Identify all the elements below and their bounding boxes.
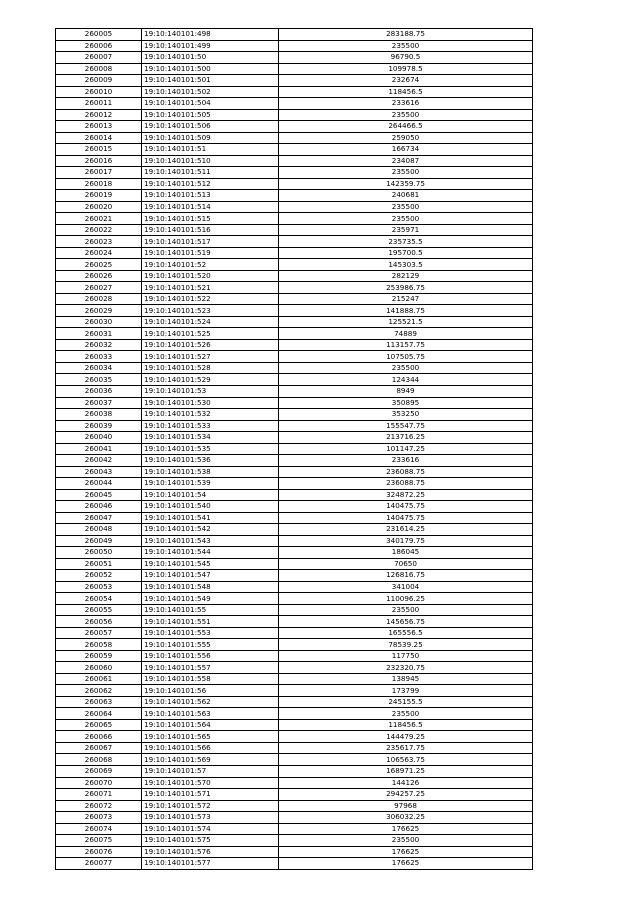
row-number-cell: 260059 — [56, 650, 142, 662]
amount-cell: 78539.25 — [279, 639, 533, 651]
table-row — [56, 547, 533, 559]
cadastral-number-cell: 19:10:140101:541 — [142, 512, 279, 524]
amount-cell: 155547.75 — [279, 420, 533, 432]
table-row — [56, 593, 533, 605]
table-row — [56, 708, 533, 720]
row-number-cell: 260044 — [56, 478, 142, 490]
row-number-cell: 260031 — [56, 328, 142, 340]
amount-cell: 70650 — [279, 558, 533, 570]
row-number-cell: 260011 — [56, 98, 142, 110]
row-number-cell: 260067 — [56, 742, 142, 754]
row-number-cell: 260005 — [56, 29, 142, 41]
amount-cell: 96790.5 — [279, 52, 533, 64]
cadastral-number-cell: 19:10:140101:545 — [142, 558, 279, 570]
table-row — [56, 512, 533, 524]
amount-cell: 176625 — [279, 858, 533, 870]
table-row — [56, 86, 533, 98]
cadastral-number-cell: 19:10:140101:50 — [142, 52, 279, 64]
cadastral-number-cell: 19:10:140101:512 — [142, 178, 279, 190]
amount-cell: 117750 — [279, 650, 533, 662]
cadastral-number-cell: 19:10:140101:571 — [142, 789, 279, 801]
table-row — [56, 455, 533, 467]
table-row — [56, 777, 533, 789]
cadastral-number-cell: 19:10:140101:532 — [142, 409, 279, 421]
amount-cell: 235500 — [279, 40, 533, 52]
table-row — [56, 443, 533, 455]
amount-cell: 235500 — [279, 708, 533, 720]
row-number-cell: 260069 — [56, 766, 142, 778]
table-row — [56, 719, 533, 731]
cadastral-number-cell: 19:10:140101:523 — [142, 305, 279, 317]
table-row — [56, 63, 533, 75]
amount-cell: 106563.75 — [279, 754, 533, 766]
cadastral-number-cell: 19:10:140101:549 — [142, 593, 279, 605]
cadastral-number-cell: 19:10:140101:53 — [142, 385, 279, 397]
table-row — [56, 616, 533, 628]
table-row — [56, 213, 533, 225]
amount-cell: 144126 — [279, 777, 533, 789]
amount-cell: 118456.5 — [279, 86, 533, 98]
cadastral-number-cell: 19:10:140101:517 — [142, 236, 279, 248]
amount-cell: 240681 — [279, 190, 533, 202]
row-number-cell: 260021 — [56, 213, 142, 225]
amount-cell: 142359.75 — [279, 178, 533, 190]
table-row — [56, 581, 533, 593]
amount-cell: 176625 — [279, 846, 533, 858]
cadastral-number-cell: 19:10:140101:501 — [142, 75, 279, 87]
table-row — [56, 374, 533, 386]
cadastral-number-cell: 19:10:140101:564 — [142, 719, 279, 731]
row-number-cell: 260012 — [56, 109, 142, 121]
cadastral-number-cell: 19:10:140101:529 — [142, 374, 279, 386]
table-row — [56, 339, 533, 351]
amount-cell: 235500 — [279, 213, 533, 225]
amount-cell: 236088.75 — [279, 466, 533, 478]
cadastral-number-cell: 19:10:140101:551 — [142, 616, 279, 628]
cadastral-number-cell: 19:10:140101:519 — [142, 247, 279, 259]
amount-cell: 350895 — [279, 397, 533, 409]
row-number-cell: 260070 — [56, 777, 142, 789]
table-row — [56, 328, 533, 340]
table-row — [56, 478, 533, 490]
table-row — [56, 409, 533, 421]
table-row — [56, 466, 533, 478]
table-row — [56, 673, 533, 685]
row-number-cell: 260047 — [56, 512, 142, 524]
amount-cell: 215247 — [279, 293, 533, 305]
cadastral-number-cell: 19:10:140101:521 — [142, 282, 279, 294]
amount-cell: 125521.5 — [279, 316, 533, 328]
cadastral-number-cell: 19:10:140101:525 — [142, 328, 279, 340]
cadastral-number-cell: 19:10:140101:548 — [142, 581, 279, 593]
amount-cell: 195700.5 — [279, 247, 533, 259]
amount-cell: 113157.75 — [279, 339, 533, 351]
amount-cell: 245155.5 — [279, 696, 533, 708]
table-row — [56, 570, 533, 582]
table-row — [56, 650, 533, 662]
amount-cell: 236088.75 — [279, 478, 533, 490]
row-number-cell: 260026 — [56, 270, 142, 282]
row-number-cell: 260056 — [56, 616, 142, 628]
cadastral-number-cell: 19:10:140101:513 — [142, 190, 279, 202]
row-number-cell: 260034 — [56, 362, 142, 374]
cadastral-number-cell: 19:10:140101:530 — [142, 397, 279, 409]
table-row — [56, 201, 533, 213]
table-row — [56, 247, 533, 259]
row-number-cell: 260006 — [56, 40, 142, 52]
table-row — [56, 40, 533, 52]
row-number-cell: 260065 — [56, 719, 142, 731]
amount-cell: 176625 — [279, 823, 533, 835]
amount-cell: 97968 — [279, 800, 533, 812]
row-number-cell: 260033 — [56, 351, 142, 363]
amount-cell: 235500 — [279, 604, 533, 616]
cadastral-number-cell: 19:10:140101:543 — [142, 535, 279, 547]
table-row — [56, 662, 533, 674]
cadastral-number-cell: 19:10:140101:565 — [142, 731, 279, 743]
cadastral-number-cell: 19:10:140101:547 — [142, 570, 279, 582]
table-row — [56, 731, 533, 743]
row-number-cell: 260049 — [56, 535, 142, 547]
table-row — [56, 293, 533, 305]
table-row — [56, 501, 533, 513]
cadastral-number-cell: 19:10:140101:500 — [142, 63, 279, 75]
row-number-cell: 260038 — [56, 409, 142, 421]
row-number-cell: 260040 — [56, 432, 142, 444]
cadastral-number-cell: 19:10:140101:499 — [142, 40, 279, 52]
amount-cell: 264466.5 — [279, 121, 533, 133]
amount-cell: 233616 — [279, 98, 533, 110]
table-row — [56, 155, 533, 167]
amount-cell: 233616 — [279, 455, 533, 467]
row-number-cell: 260025 — [56, 259, 142, 271]
cadastral-number-cell: 19:10:140101:526 — [142, 339, 279, 351]
cadastral-number-cell: 19:10:140101:572 — [142, 800, 279, 812]
table-row — [56, 812, 533, 824]
row-number-cell: 260060 — [56, 662, 142, 674]
row-number-cell: 260037 — [56, 397, 142, 409]
row-number-cell: 260048 — [56, 524, 142, 536]
amount-cell: 235617.75 — [279, 742, 533, 754]
amount-cell: 231614.25 — [279, 524, 533, 536]
cadastral-number-cell: 19:10:140101:51 — [142, 144, 279, 156]
table-row — [56, 178, 533, 190]
cadastral-number-cell: 19:10:140101:540 — [142, 501, 279, 513]
table-row — [56, 305, 533, 317]
cadastral-number-cell: 19:10:140101:514 — [142, 201, 279, 213]
cadastral-number-cell: 19:10:140101:524 — [142, 316, 279, 328]
amount-cell: 166734 — [279, 144, 533, 156]
amount-cell: 283188.75 — [279, 29, 533, 41]
amount-cell: 107505.75 — [279, 351, 533, 363]
table-row — [56, 167, 533, 179]
row-number-cell: 260017 — [56, 167, 142, 179]
amount-cell: 141888.75 — [279, 305, 533, 317]
table-row — [56, 627, 533, 639]
table-row — [56, 397, 533, 409]
cadastral-number-cell: 19:10:140101:54 — [142, 489, 279, 501]
cadastral-number-cell: 19:10:140101:555 — [142, 639, 279, 651]
amount-cell: 282129 — [279, 270, 533, 282]
amount-cell: 294257.25 — [279, 789, 533, 801]
amount-cell: 253986.75 — [279, 282, 533, 294]
row-number-cell: 260029 — [56, 305, 142, 317]
row-number-cell: 260064 — [56, 708, 142, 720]
cadastral-number-cell: 19:10:140101:563 — [142, 708, 279, 720]
table-row — [56, 190, 533, 202]
table-row — [56, 489, 533, 501]
table-row — [56, 385, 533, 397]
amount-cell: 140475.75 — [279, 512, 533, 524]
row-number-cell: 260022 — [56, 224, 142, 236]
amount-cell: 235735.5 — [279, 236, 533, 248]
cadastral-number-cell: 19:10:140101:502 — [142, 86, 279, 98]
amount-cell: 306032.25 — [279, 812, 533, 824]
row-number-cell: 260061 — [56, 673, 142, 685]
cadastral-number-cell: 19:10:140101:522 — [142, 293, 279, 305]
amount-cell: 165556.5 — [279, 627, 533, 639]
cadastral-number-cell: 19:10:140101:52 — [142, 259, 279, 271]
amount-cell: 340179.75 — [279, 535, 533, 547]
row-number-cell: 260053 — [56, 581, 142, 593]
row-number-cell: 260058 — [56, 639, 142, 651]
cadastral-number-cell: 19:10:140101:57 — [142, 766, 279, 778]
table-row — [56, 604, 533, 616]
table-row — [56, 846, 533, 858]
row-number-cell: 260030 — [56, 316, 142, 328]
amount-cell: 235500 — [279, 362, 533, 374]
table-row — [56, 121, 533, 133]
amount-cell: 235500 — [279, 167, 533, 179]
table-row — [56, 29, 533, 41]
amount-cell: 109978.5 — [279, 63, 533, 75]
amount-cell: 235971 — [279, 224, 533, 236]
cadastral-number-cell: 19:10:140101:575 — [142, 835, 279, 847]
row-number-cell: 260054 — [56, 593, 142, 605]
row-number-cell: 260074 — [56, 823, 142, 835]
amount-cell: 144479.25 — [279, 731, 533, 743]
row-number-cell: 260076 — [56, 846, 142, 858]
row-number-cell: 260046 — [56, 501, 142, 513]
cadastral-number-cell: 19:10:140101:577 — [142, 858, 279, 870]
amount-cell: 234087 — [279, 155, 533, 167]
amount-cell: 235500 — [279, 109, 533, 121]
cadastral-number-cell: 19:10:140101:498 — [142, 29, 279, 41]
cadastral-number-cell: 19:10:140101:553 — [142, 627, 279, 639]
row-number-cell: 260052 — [56, 570, 142, 582]
row-number-cell: 260027 — [56, 282, 142, 294]
cadastral-number-cell: 19:10:140101:570 — [142, 777, 279, 789]
row-number-cell: 260032 — [56, 339, 142, 351]
cadastral-number-cell: 19:10:140101:566 — [142, 742, 279, 754]
cadastral-number-cell: 19:10:140101:510 — [142, 155, 279, 167]
row-number-cell: 260072 — [56, 800, 142, 812]
row-number-cell: 260073 — [56, 812, 142, 824]
row-number-cell: 260051 — [56, 558, 142, 570]
row-number-cell: 260041 — [56, 443, 142, 455]
cadastral-number-cell: 19:10:140101:562 — [142, 696, 279, 708]
row-number-cell: 260043 — [56, 466, 142, 478]
table-row — [56, 270, 533, 282]
table-row — [56, 858, 533, 870]
table-row — [56, 432, 533, 444]
cadastral-number-cell: 19:10:140101:569 — [142, 754, 279, 766]
cadastral-number-cell: 19:10:140101:533 — [142, 420, 279, 432]
row-number-cell: 260045 — [56, 489, 142, 501]
table-row — [56, 685, 533, 697]
row-number-cell: 260019 — [56, 190, 142, 202]
row-number-cell: 260023 — [56, 236, 142, 248]
cadastral-number-cell: 19:10:140101:56 — [142, 685, 279, 697]
cadastral-number-cell: 19:10:140101:55 — [142, 604, 279, 616]
table-row — [56, 98, 533, 110]
table-row — [56, 236, 533, 248]
table-row — [56, 535, 533, 547]
cadastral-number-cell: 19:10:140101:527 — [142, 351, 279, 363]
row-number-cell: 260015 — [56, 144, 142, 156]
cadastral-number-cell: 19:10:140101:528 — [142, 362, 279, 374]
cadastral-number-cell: 19:10:140101:534 — [142, 432, 279, 444]
row-number-cell: 260042 — [56, 455, 142, 467]
table-row — [56, 132, 533, 144]
row-number-cell: 260014 — [56, 132, 142, 144]
cadastral-number-cell: 19:10:140101:557 — [142, 662, 279, 674]
cadastral-number-cell: 19:10:140101:539 — [142, 478, 279, 490]
row-number-cell: 260009 — [56, 75, 142, 87]
table-row — [56, 144, 533, 156]
table-row — [56, 75, 533, 87]
table-row — [56, 362, 533, 374]
amount-cell: 145303.5 — [279, 259, 533, 271]
row-number-cell: 260024 — [56, 247, 142, 259]
amount-cell: 126816.75 — [279, 570, 533, 582]
amount-cell: 145656.75 — [279, 616, 533, 628]
cadastral-number-cell: 19:10:140101:574 — [142, 823, 279, 835]
amount-cell: 341004 — [279, 581, 533, 593]
cadastral-number-cell: 19:10:140101:520 — [142, 270, 279, 282]
table-row — [56, 316, 533, 328]
amount-cell: 235500 — [279, 835, 533, 847]
amount-cell: 101147.25 — [279, 443, 533, 455]
amount-cell: 140475.75 — [279, 501, 533, 513]
row-number-cell: 260028 — [56, 293, 142, 305]
cadastral-number-cell: 19:10:140101:556 — [142, 650, 279, 662]
table-row — [56, 696, 533, 708]
amount-cell: 124344 — [279, 374, 533, 386]
table-row — [56, 823, 533, 835]
row-number-cell: 260036 — [56, 385, 142, 397]
table-row — [56, 52, 533, 64]
table-row — [56, 109, 533, 121]
row-number-cell: 260057 — [56, 627, 142, 639]
table-row — [56, 639, 533, 651]
row-number-cell: 260062 — [56, 685, 142, 697]
table-row — [56, 754, 533, 766]
amount-cell: 232320.75 — [279, 662, 533, 674]
cadastral-number-cell: 19:10:140101:536 — [142, 455, 279, 467]
table-row — [56, 259, 533, 271]
cadastral-number-cell: 19:10:140101:506 — [142, 121, 279, 133]
row-number-cell: 260071 — [56, 789, 142, 801]
table-row — [56, 224, 533, 236]
amount-cell: 259050 — [279, 132, 533, 144]
table-row — [56, 766, 533, 778]
amount-cell: 186045 — [279, 547, 533, 559]
table-row — [56, 282, 533, 294]
cadastral-number-cell: 19:10:140101:576 — [142, 846, 279, 858]
cadastral-number-cell: 19:10:140101:538 — [142, 466, 279, 478]
amount-cell: 235500 — [279, 201, 533, 213]
amount-cell: 213716.25 — [279, 432, 533, 444]
amount-cell: 324872.25 — [279, 489, 533, 501]
row-number-cell: 260077 — [56, 858, 142, 870]
table-row — [56, 742, 533, 754]
cadastral-number-cell: 19:10:140101:509 — [142, 132, 279, 144]
table-row — [56, 524, 533, 536]
cadastral-number-cell: 19:10:140101:515 — [142, 213, 279, 225]
amount-cell: 173799 — [279, 685, 533, 697]
amount-cell: 74889 — [279, 328, 533, 340]
cadastral-number-cell: 19:10:140101:573 — [142, 812, 279, 824]
row-number-cell: 260063 — [56, 696, 142, 708]
row-number-cell: 260018 — [56, 178, 142, 190]
table-row — [56, 558, 533, 570]
row-number-cell: 260008 — [56, 63, 142, 75]
table-body — [56, 29, 533, 870]
cadastral-number-cell: 19:10:140101:544 — [142, 547, 279, 559]
row-number-cell: 260050 — [56, 547, 142, 559]
row-number-cell: 260035 — [56, 374, 142, 386]
amount-cell: 232674 — [279, 75, 533, 87]
table-row — [56, 835, 533, 847]
row-number-cell: 260013 — [56, 121, 142, 133]
row-number-cell: 260039 — [56, 420, 142, 432]
amount-cell: 353250 — [279, 409, 533, 421]
cadastral-number-cell: 19:10:140101:504 — [142, 98, 279, 110]
table-row — [56, 420, 533, 432]
amount-cell: 138945 — [279, 673, 533, 685]
amount-cell: 118456.5 — [279, 719, 533, 731]
table-row — [56, 351, 533, 363]
amount-cell: 168971.25 — [279, 766, 533, 778]
row-number-cell: 260007 — [56, 52, 142, 64]
row-number-cell: 260020 — [56, 201, 142, 213]
table-row — [56, 789, 533, 801]
cadastral-number-cell: 19:10:140101:558 — [142, 673, 279, 685]
row-number-cell: 260068 — [56, 754, 142, 766]
row-number-cell: 260075 — [56, 835, 142, 847]
data-table — [55, 28, 533, 870]
cadastral-number-cell: 19:10:140101:505 — [142, 109, 279, 121]
amount-cell: 8949 — [279, 385, 533, 397]
amount-cell: 110096.25 — [279, 593, 533, 605]
row-number-cell: 260055 — [56, 604, 142, 616]
row-number-cell: 260066 — [56, 731, 142, 743]
row-number-cell: 260016 — [56, 155, 142, 167]
cadastral-number-cell: 19:10:140101:516 — [142, 224, 279, 236]
row-number-cell: 260010 — [56, 86, 142, 98]
cadastral-number-cell: 19:10:140101:542 — [142, 524, 279, 536]
table-row — [56, 800, 533, 812]
cadastral-number-cell: 19:10:140101:535 — [142, 443, 279, 455]
cadastral-number-cell: 19:10:140101:511 — [142, 167, 279, 179]
